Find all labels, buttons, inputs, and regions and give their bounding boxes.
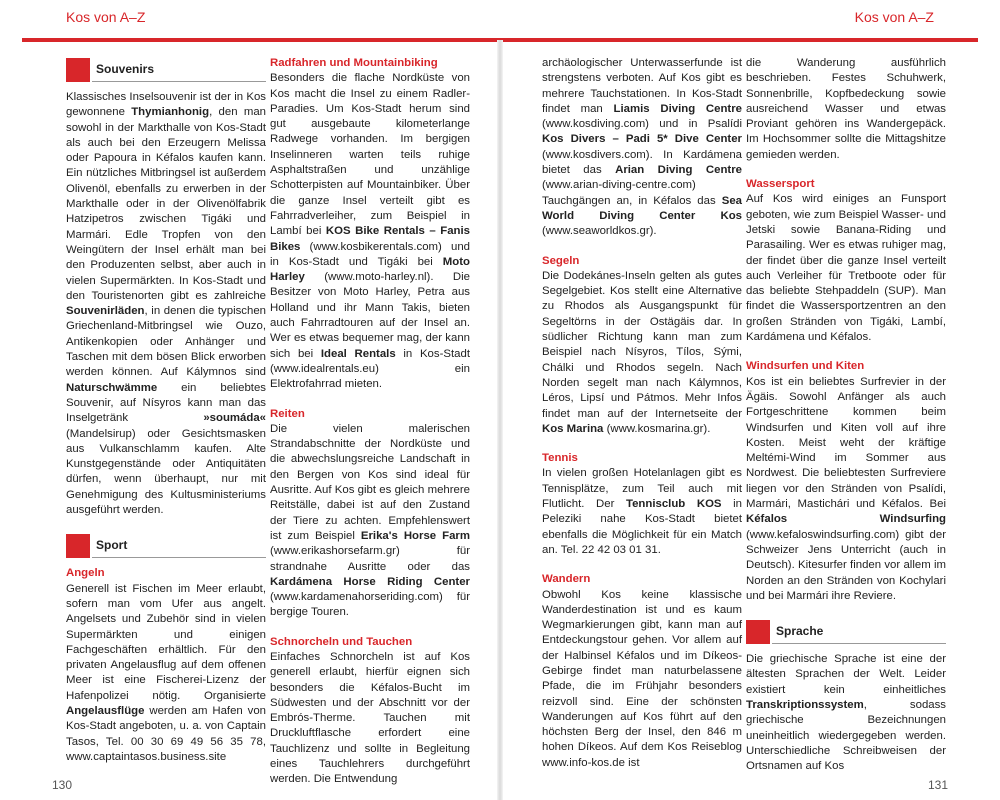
- red-square-marker: [746, 620, 770, 644]
- paragraph-tennis: In vielen großen Hotelanlagen gibt es Tennisplätze, zum Teil auch mit Flutlicht. Der Tennisclub KOS in Peleziki nahe Kos-Stadt bietet ebenfalls die Möglichkeit für ein Match an. Tel. 22 42 03 01 31.: [542, 467, 742, 556]
- subheading-windsurfen: Windsurfen und Kiten: [746, 360, 865, 373]
- header-rule-left: [22, 38, 500, 42]
- page-number-right: 131: [927, 778, 948, 792]
- paragraph-souvenirs: Klassisches Inselsouvenir ist der in Kos gewonnene Thymianhonig, den man sowohl in der Markthalle von Kos-Stadt als auch bei den Erzeugern Melissa oder Papoura in Kéfalos kaufen kann. Ein nützliches Mitbringsel ist außerdem Olivenöl, ebenfalls zu erwerben in der Markthalle oder in der Olivenölfabrik Hatzipetros zwischen Tigáki und Marmári. Edle Tropfen von den Weingütern der Insel erhält man bei den Produzenten selbst, aber auch in vielen Supermärkten. In Kos-Stadt und den Touristenorten gibt es zahlreiche Souvenirläden, in denen die typischen Griechenland-Mitbringsel wie Ouzo, Antikenkopien oder Anhänger und Taschen mit dem bösen Blick erworben werden können. Auf Kálymnos sind Naturschwämme ein beliebtes Souvenir, auf Nísyros kann man das Inselgetränk »soumáda« (Mandelsirup) oder Gesichtsmasken aus Vulkanschlamm kaufen. Alte Kunstgegenstände oder Antiquitäten dürfen, wenn überhaupt, nur mit Genehmigung des Kultusministeriums ausgeführt werden.: [66, 91, 266, 517]
- red-square-marker: [66, 58, 90, 82]
- column-3: [542, 56, 742, 771]
- subheading-schnorcheln: Schnorcheln und Tauchen: [270, 635, 413, 648]
- paragraph-windsurfen: Kos ist ein beliebtes Surfrevier in der Ägäis. Sowohl Anfänger als auch Fortgeschrittene kommen beim Windsurfen und Kiten voll auf ihre Kosten. Meist weht der kräftige Meltémi-Wind im Sommer aus Nordwest. Die beliebtesten Surfreviere liegen vor den Stränden von Psalídi, Marmári, Mastichári und Kéfalos. Bei Kéfalos Windsurfing (www.kefaloswindsurfing.com) gibt der Schweizer Jens Unterricht (auch in Deutsch). Kitesurfer finden vor allem im Norden an den Stränden von Kochylari und bei Marmári ihre Reviere.: [746, 375, 946, 602]
- paragraph-reiten: Die vielen malerischen Strandabschnitte der Nordküste und die abwechslungsreiche Landschaft in den Bergen von Kos sind ideal für Ausritte. Auf Kos gibt es gleich mehrere Reitställe, dabei ist auf den Zustand der Tiere zu achten. Empfehlenswert ist zum Beispiel Erika's Horse Farm (www.erikashorsefarm.gr) für strandnahe Ausritte oder das Kardámena Horse Riding Center (www.kardamenahorseriding.com) für bergige Touren.: [270, 422, 470, 619]
- column-2: [270, 56, 470, 788]
- section-box-sprache: [746, 620, 946, 644]
- book-gutter: [497, 40, 503, 800]
- red-square-marker: [66, 534, 90, 558]
- paragraph-tauchen: archäologischer Unterwasserfunde ist strengstens verboten. Auf Kos gibt es mehrere Tauchstationen. In Kos-Stadt findet man Liamis Diving Centre (www.kosdiving.com) und in Psalídi Kos Divers – Padi 5* Dive Center (www.kosdivers.com). In Kardámena bietet das Arian Diving Centre (www.arian-diving-centre.com) Tauchgängen an, in Kéfalos das Sea World Diving Center Kos (www.seaworldkos.gr).: [542, 57, 742, 238]
- running-header-right: Kos von A–Z: [854, 9, 934, 25]
- page-number-left: 130: [52, 778, 73, 792]
- paragraph-wassersport: Auf Kos wird einiges an Funsport geboten, wie zum Beispiel Wasser- und Jetski sowie Banana-Riding und Parasailing. Wer es etwas ruhiger mag, der findet über die ganze Insel verteilt auch Verleiher für Tretboote oder für das beliebte Stehpaddeln (SUP). Man findet die Wassersportzentren an den großen Stränden von Tigáki, Lambí, Kardámena und Kéfalos.: [746, 193, 946, 344]
- paragraph-angeln: Generell ist Fischen im Meer erlaubt, sofern man vom Ufer aus angelt. Angelsets und Zubehör sind in vielen Supermärkten und einigen Fachgeschäften erhältlich. Für den privaten Angelausflug auf dem offenen Meer ist eine Fischerei-Lizenz der Hafenpolizei nötig. Organisierte Angelausflüge werden am Hafen von Kos-Stadt angeboten, u. a. von Captain Tasos, Tel. 00 30 69 49 56 35 78, www.captaintasos.business.site: [66, 582, 266, 763]
- subheading-angeln: Angeln: [66, 567, 105, 580]
- column-1: [66, 56, 266, 765]
- subheading-reiten: Reiten: [270, 407, 305, 420]
- subheading-wandern: Wandern: [542, 573, 591, 586]
- paragraph-segeln: Die Dodekánes-Inseln gelten als gutes Segelgebiet. Kos stellt eine Alternative zu Rhodos als Ausgangspunkt für Segeltörns in der Ostägäis dar. In südlicher Richtung kann man zum Beispiel nach Nísyros, Tílos, Sými, Chálki und Rhodos segeln. Nach Norden segelt man nach Kálymnos, Léros, Lipsí und Pátmos. Mehr Infos findet man auf der Internetseite der Kos Marina (www.kosmarina.gr).: [542, 269, 742, 435]
- section-title-sprache: Sprache: [776, 624, 824, 639]
- section-title-souvenirs: Souvenirs: [96, 62, 155, 76]
- subheading-radfahren: Radfahren und Mountainbiking: [270, 57, 438, 69]
- paragraph-wandern: Obwohl Kos keine klassische Wanderdestination ist und es kaum Wegmarkierungen gibt, kann man auf Entdeckungstour gehen. Vor allem auf der Halbinsel Kéfalos und im Díkeos-Gebirge findet man naturbelassene Pfade, die im Frühjahr besonders reizvoll sind. Eine der schönsten Wanderungen auf Kos führt auf den höchsten Berg der Insel, den 846 m hohen Díkeos. Auf dem Kos Reiseblog www.info-kos.de ist: [542, 588, 742, 769]
- subheading-wassersport: Wassersport: [746, 178, 815, 191]
- subheading-tennis: Tennis: [542, 452, 578, 465]
- section-title-sport: Sport: [96, 538, 128, 553]
- column-4: [746, 56, 946, 774]
- paragraph-sprache: Die griechische Sprache ist eine der ältesten Sprachen der Welt. Leider existiert kein einheitliches Transkriptionssystem, sodass griechische Bezeichnungen uneinheitlich wiedergegeben werden. Unterschiedliche Schreibweisen der Ortsnamen auf Kos: [746, 653, 946, 773]
- subheading-segeln: Segeln: [542, 254, 580, 267]
- section-box-sport: [66, 534, 266, 558]
- running-header-left: Kos von A–Z: [66, 9, 146, 25]
- header-rule-right: [500, 38, 978, 42]
- section-box-souvenirs: [66, 58, 266, 82]
- paragraph-wandern-continued: die Wanderung ausführlich beschrieben. Festes Schuhwerk, Sonnenbrille, Kopfbedeckung sowie ausreichend Wasser und etwas Proviant gehören ins Wandergepäck. Im Hochsommer sollte die Mittagshitze gemieden werden.: [746, 57, 946, 161]
- paragraph-radfahren: Besonders die flache Nordküste von Kos macht die Insel zu einem Radler-Paradies. Um Kos-Stadt herum sind gut ausgebaute kilometerlange Radwege vorhanden. Im bergigen Inselinneren warten teils ruhige Asphaltstraßen und unzählige Schotterpisten auf Mountainbiker. Über die ganze Insel verteilt gibt es Fahrradverleiher, zum Beispiel in Lambí bei KOS Bike Rentals – Fanis Bikes (www.kosbikerentals.com) und in Kos-Stadt und Tigáki bei Moto Harley (www.moto-harley.nl). Die Besitzer von Moto Harley, Petra aus Holland und ihr Mann Takis, bieten auch Fahrradtouren auf der Insel an. Wer es etwas bequemer mag, der kann sich bei Ideal Rentals in Kos-Stadt (www.idealrentals.eu) ein Elektrofahrrad mieten.: [270, 72, 470, 391]
- paragraph-schnorcheln: Einfaches Schnorcheln ist auf Kos generell erlaubt, hierfür eignen sich besonders die Kéfalos-Bucht im Südwesten und der Abschnitt vor der Embrós-Therme. Tauchen mit Druckluftflasche erfordert eine Tauchlizenz und sollte in Begleitung eines Tauchlehrers durchgeführt werden. Die Entwendung: [270, 650, 470, 786]
